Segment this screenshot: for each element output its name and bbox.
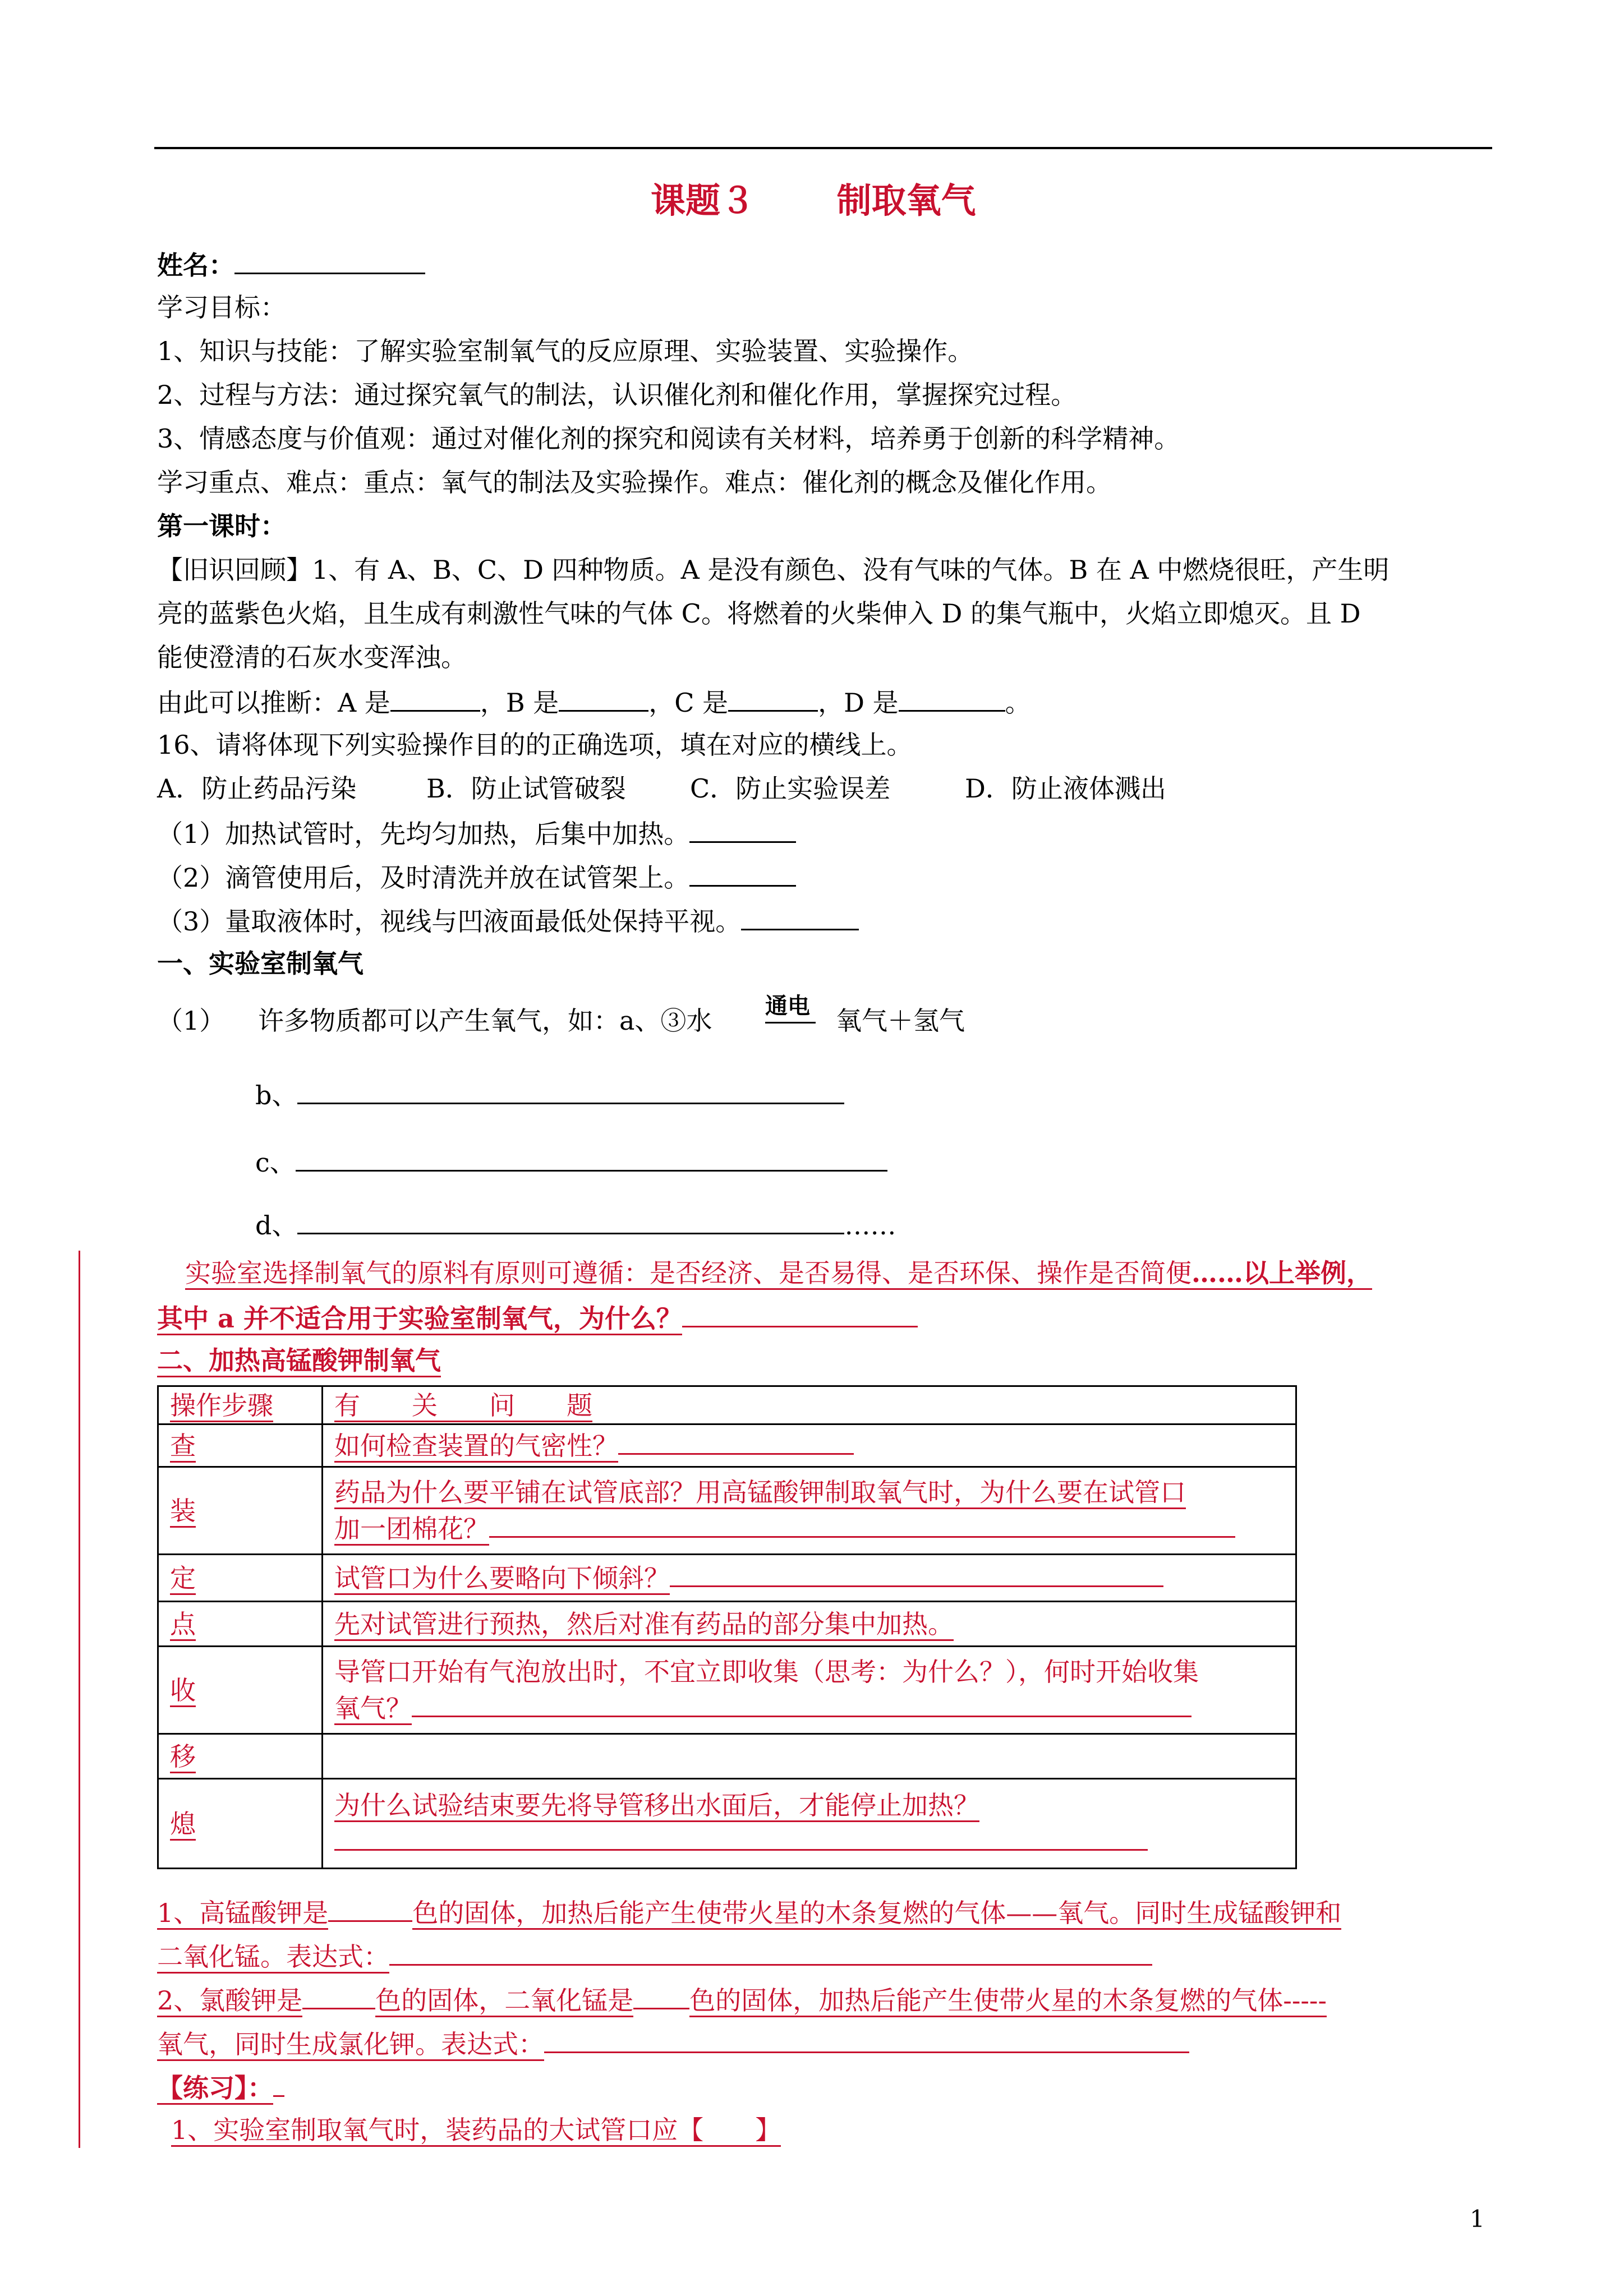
subquestion-1: （1）加热试管时，先均匀加热，后集中加热。 [157,815,796,851]
step-cell: 装 [158,1467,323,1555]
blank-line-c: c、 [255,1144,887,1179]
section-2-heading: 二、加热高锰酸钾制氧气 [157,1344,441,1377]
question-cell: 先对试管进行预热，然后对准有药品的部分集中加热。 [323,1602,1296,1647]
table-row [158,1424,1296,1467]
review-line-3: 能使澄清的石灰水变浑浊。 [157,642,467,672]
goals-label: 学习目标： [157,292,286,322]
item-1-text: 许多物质都可以产生氧气，如：a、③水 [258,1006,712,1036]
step-cell: 熄 [158,1779,323,1869]
reaction-condition: 通电 [765,993,810,1019]
steps-table [157,1385,1297,1869]
table-row [158,1602,1296,1647]
infer-line: 由此可以推断：A 是 ，B 是 ，C 是 ，D 是 。 [157,684,1031,720]
step-cell: 收 [158,1647,323,1734]
review-line-2: 亮的蓝紫色火焰，且生成有刺激性气味的气体 C。将燃着的火柴伸入 D 的集气瓶中，火焰立即熄灭。且 D [157,598,1361,629]
key-points: 学习重点、难点：重点：氧气的制法及实验操作。难点：催化剂的概念及催化作用。 [157,467,1112,497]
reaction-products: 氧气＋氢气 [836,1006,965,1036]
kclo3-line-2: 氧气，同时生成氯化钾。表达式： [157,2026,1189,2061]
answer-blank-a[interactable] [390,684,480,712]
subq-blank-2[interactable] [689,859,796,887]
table-header-row [158,1386,1296,1424]
step-cell: 移 [158,1734,323,1779]
kmno4-line-1: 1、高锰酸钾是 色的固体，加热后能产生使带火星的木条复燃的气体——氧气。同时生成锰酸钾和 [157,1894,1341,1930]
table-row [158,1467,1296,1555]
reaction-blank-c[interactable] [296,1144,887,1172]
kmno4-line-2: 二氧化锰。表达式： [157,1938,1152,1974]
principle-line-2: 其中 a 并不适合用于实验室制氧气，为什么？ [157,1300,918,1335]
answer-blank-d[interactable] [899,684,1005,712]
reaction-blank-b[interactable] [297,1077,844,1104]
reaction-blank-d[interactable] [297,1207,844,1234]
subq-blank-1[interactable] [689,815,796,843]
subquestion-2: （2）滴管使用后，及时清洗并放在试管架上。 [157,859,796,895]
goal-3: 3、情感态度与价值观：通过对催化剂的探究和阅读有关材料，培养勇于创新的科学精神。 [157,423,1180,454]
step-cell: 查 [158,1424,323,1467]
question-cell: 药品为什么要平铺在试管底部？用高锰酸钾制取氧气时，为什么要在试管口 加一团棉花？ [323,1467,1296,1555]
question-cell: 如何检查装置的气密性？ [323,1424,1296,1467]
item-1-num: （1） [157,1006,226,1036]
option-a: A．防止药品污染 [157,773,357,804]
question-cell [323,1734,1296,1779]
option-d: D．防止液体溅出 [965,773,1166,804]
blank-line-b: b、 [255,1077,844,1112]
practice-question-1: 1、实验室制取氧气时，装药品的大试管口应【 】 [171,2113,781,2147]
question-cell: 导管口开始有气泡放出时，不宜立即收集（思考：为什么？），何时开始收集 氧气？ [323,1647,1296,1734]
page-number: 1 [1470,2205,1485,2233]
section-1-heading: 一、实验室制氧气 [157,948,364,979]
review-line-1: 【旧识回顾】1、有 A、B、C、D 四种物质。A 是没有颜色、没有气味的气体。B 在 A 中燃烧很旺，产生明 [157,555,1390,585]
kclo3-line-1: 2、氯酸钾是 色的固体，二氧化锰是 色的固体，加热后能产生使带火星的木条复燃的气体----- [157,1982,1327,2017]
practice-heading: 【练习】： [157,2069,284,2105]
question-cell: 试管口为什么要略向下倾斜？ [323,1555,1296,1602]
table-row [158,1734,1296,1779]
step-cell: 定 [158,1555,323,1602]
option-c: C．防止实验误差 [690,773,891,804]
answer-blank-c[interactable] [728,684,818,712]
subq-blank-3[interactable] [741,903,859,930]
step-cell: 点 [158,1602,323,1647]
page-title: 课题３ 制取氧气 [651,180,976,221]
goal-2: 2、过程与方法：通过探究氧气的制法，认识催化剂和催化作用，掌握探究过程。 [157,380,1077,410]
name-blank[interactable] [234,247,425,274]
table-header-step: 操作步骤 [158,1386,323,1424]
blank-line-d: d、 …… [255,1207,896,1242]
revision-bar [79,1251,80,2148]
table-row [158,1647,1296,1734]
name-field [157,247,425,282]
subquestion-3: （3）量取液体时，视线与凹液面最低处保持平视。 [157,903,859,938]
goal-1: 1、知识与技能：了解实验室制氧气的反应原理、实验装置、实验操作。 [157,336,974,366]
question-cell: 为什么试验结束要先将导管移出水面后，才能停止加热？ [323,1779,1296,1869]
reaction-arrow [765,1022,816,1023]
principle-line-1: 实验室选择制氧气的原料有原则可遵循：是否经济、是否易得、是否环保、操作是否简便……以上举例， [185,1256,1372,1290]
answer-blank-b[interactable] [559,684,648,712]
lesson-label: 第一课时： [157,511,286,541]
name-label: 姓名： [157,250,234,280]
question-16: 16、请将体现下列实验操作目的的正确选项，填在对应的横线上。 [157,730,913,760]
header-rule [154,147,1492,149]
ellipsis: …… [844,1210,896,1241]
option-b: B．防止试管破裂 [426,773,626,804]
table-row [158,1555,1296,1602]
table-row [158,1779,1296,1869]
table-header-question: 有 关 问 题 [323,1386,1296,1424]
